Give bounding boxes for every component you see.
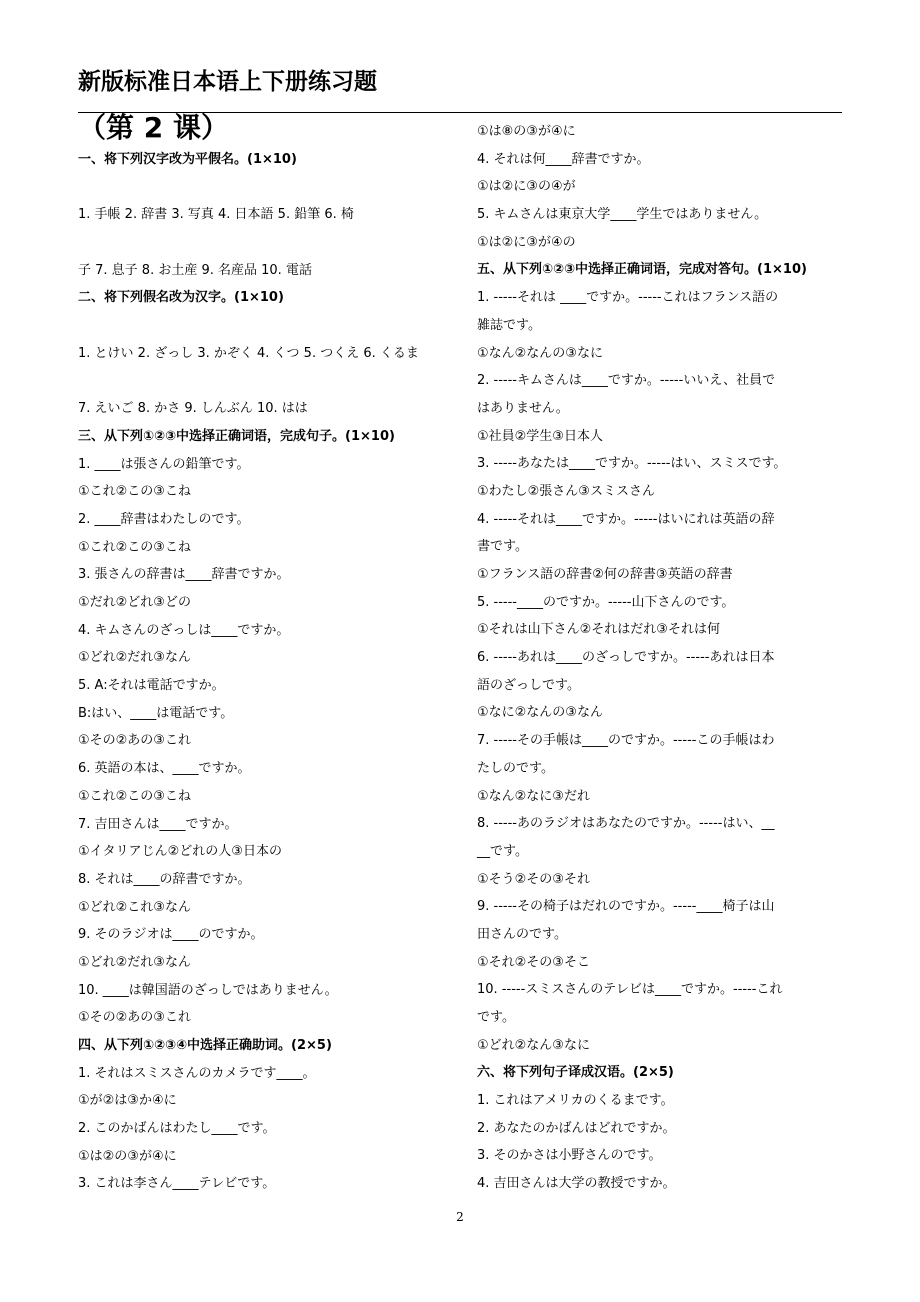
left-answer-options: ①これ②この③こね (78, 539, 191, 555)
left-section-heading: 四、从下列①②③④中选择正确助词。(2×5) (78, 1038, 332, 1053)
right-answer-options: ①は②に③の④が (477, 179, 576, 195)
right-question-text: __です。 (477, 843, 528, 859)
right-question-text: 4. -----それは____ですか。-----はいにれは英語の辞 (477, 511, 775, 527)
left-answer-options: ①は②の③が④に (78, 1148, 177, 1164)
right-answer-options: ①フランス語の辞書②何の辞書③英語の辞書 (477, 567, 733, 582)
right-question-text: です。 (477, 1010, 515, 1025)
left-answer-options: ①が②は③か④に (78, 1093, 177, 1109)
left-question-text: 8. それは____の辞書ですか。 (78, 871, 251, 887)
right-question-text: 雑誌です。 (477, 317, 541, 333)
right-answer-options: ①は②に③が④の (477, 234, 576, 250)
left-question-text: 3. 張さんの辞書は____辞書ですか。 (78, 567, 290, 583)
left-question-text: 4. キムさんのざっしは____ですか。 (78, 622, 290, 638)
right-answer-options: ①社員②学生③日本人 (477, 428, 603, 444)
left-blank-line (78, 229, 450, 257)
left-question-text: 10. ____は韓国語のざっしではありません。 (78, 982, 338, 998)
right-column (477, 118, 845, 1198)
document-title: 新版标准日本语上下册练习题 (78, 68, 377, 95)
left-question-text: 3. これは李さん____テレビです。 (78, 1176, 276, 1192)
right-question-text: 語のざっしです。 (477, 677, 580, 693)
right-question-text: 2. あなたのかばんはどれですか。 (477, 1120, 676, 1136)
left-question-text: 1. それはスミスさんのカメラです____。 (78, 1065, 316, 1081)
right-question-text: 2. -----キムさんは____ですか。-----いいえ、社員で (477, 373, 776, 389)
left-answer-options: ①だれ②どれ③どの (78, 595, 191, 610)
right-question-text: 3. -----あなたは____ですか。-----はい、スミスです。 (477, 456, 787, 472)
right-question-text: 田さんのです。 (477, 926, 567, 942)
right-question-text: 8. -----あのラジオはあなたのですか。-----はい、__ (477, 816, 775, 832)
right-section-heading: 五、从下列①②③中选择正确词语，完成对答句。(1×10) (477, 262, 807, 278)
left-answer-options: ①その②あの③これ (78, 1010, 191, 1026)
left-answer-options: ①その②あの③これ (78, 733, 191, 749)
left-question-text: 1. とけい 2. ざっし 3. かぞく 4. くつ 5. つくえ 6. くるま (78, 345, 419, 361)
right-answer-options: ①そう②その③それ (477, 871, 590, 887)
right-question-text: 7. -----その手帳は____のですか。-----この手帳はわ (477, 733, 775, 749)
right-answer-options: ①わたし②張さん③スミスさん (477, 483, 655, 499)
left-question-text: 7. 吉田さんは____ですか。 (78, 816, 238, 832)
left-answer-options: ①イタリアじん②どれの人③日本の (78, 844, 282, 860)
left-blank-line (78, 174, 450, 202)
left-question-text: 1. ____は張さんの鉛筆です。 (78, 456, 250, 472)
left-question-text: 7. えいご 8. かさ 9. しんぶん 10. はは (78, 401, 308, 417)
left-question-text: 子 7. 息子 8. お土産 9. 名産品 10. 電話 (78, 262, 312, 278)
right-section-heading: 六、将下列句子译成汉语。(2×5) (477, 1065, 674, 1081)
left-section-heading: 一、将下列汉字改为平假名。(1×10) (78, 152, 297, 167)
left-answer-options: ①どれ②これ③なん (78, 899, 191, 915)
right-question-text: たしのです。 (477, 760, 554, 776)
right-question-text: 6. -----あれは____のざっしですか。-----あれは日本 (477, 650, 775, 666)
right-question-text: 4. それは何____辞書ですか。 (477, 151, 650, 167)
right-question-text: 10. -----スミスさんのテレビは____ですか。-----これ (477, 982, 783, 998)
left-question-text: 1. 手帳 2. 辞書 3. 写真 4. 日本語 5. 鉛筆 6. 椅 (78, 207, 354, 223)
left-blank-line (78, 368, 450, 396)
right-answer-options: ①どれ②なん③なに (477, 1037, 590, 1053)
right-answer-options: ①それ②その③そこ (477, 954, 590, 970)
right-answer-options: ①なん②なに③だれ (477, 788, 590, 804)
right-question-text: 4. 吉田さんは大学の教授ですか。 (477, 1176, 676, 1192)
right-question-text: 3. そのかさは小野さんのです。 (477, 1148, 662, 1164)
right-question-text: 書です。 (477, 539, 528, 555)
left-answer-options: ①どれ②だれ③なん (78, 954, 191, 970)
left-answer-options: ①これ②この③こね (78, 788, 191, 804)
right-answer-options: ①は⑧の③が④に (477, 124, 576, 139)
left-question-text: 5. A:それは電話ですか。 (78, 678, 225, 694)
left-question-text: B:はい、____は電話です。 (78, 705, 234, 721)
left-column (78, 146, 450, 1198)
right-question-text: 9. -----その椅子はだれのですか。-----____椅子は山 (477, 899, 775, 915)
right-question-text: はありません。 (477, 400, 569, 416)
left-answer-options: ①これ②この③こね (78, 484, 191, 500)
lesson-heading: （第 2 课） (78, 111, 229, 144)
left-answer-options: ①どれ②だれ③なん (78, 650, 191, 666)
left-question-text: 9. そのラジオは____のですか。 (78, 927, 264, 943)
right-question-text: 1. これはアメリカのくるまです。 (477, 1093, 674, 1109)
right-question-text: 1. -----それは ____ですか。-----これはフランス語の (477, 290, 779, 306)
right-answer-options: ①なに②なんの③なん (477, 705, 603, 721)
left-question-text: 6. 英語の本は、____ですか。 (78, 761, 251, 777)
left-question-text: 2. このかばんはわたし____です。 (78, 1121, 276, 1137)
left-question-text: 2. ____辞書はわたしのです。 (78, 511, 250, 527)
right-answer-options: ①なん②なんの③なに (477, 345, 603, 361)
left-section-heading: 二、将下列假名改为汉字。(1×10) (78, 290, 284, 306)
left-section-heading: 三、从下列①②③中选择正确词语，完成句子。(1×10) (78, 428, 395, 444)
right-question-text: 5. -----____のですか。-----山下さんのです。 (477, 594, 735, 610)
left-blank-line (78, 312, 450, 340)
page-number: 2 (456, 1210, 464, 1224)
right-question-text: 5. キムさんは東京大学____学生ではありません。 (477, 207, 768, 223)
right-answer-options: ①それは山下さん②それはだれ③それは何 (477, 622, 720, 638)
